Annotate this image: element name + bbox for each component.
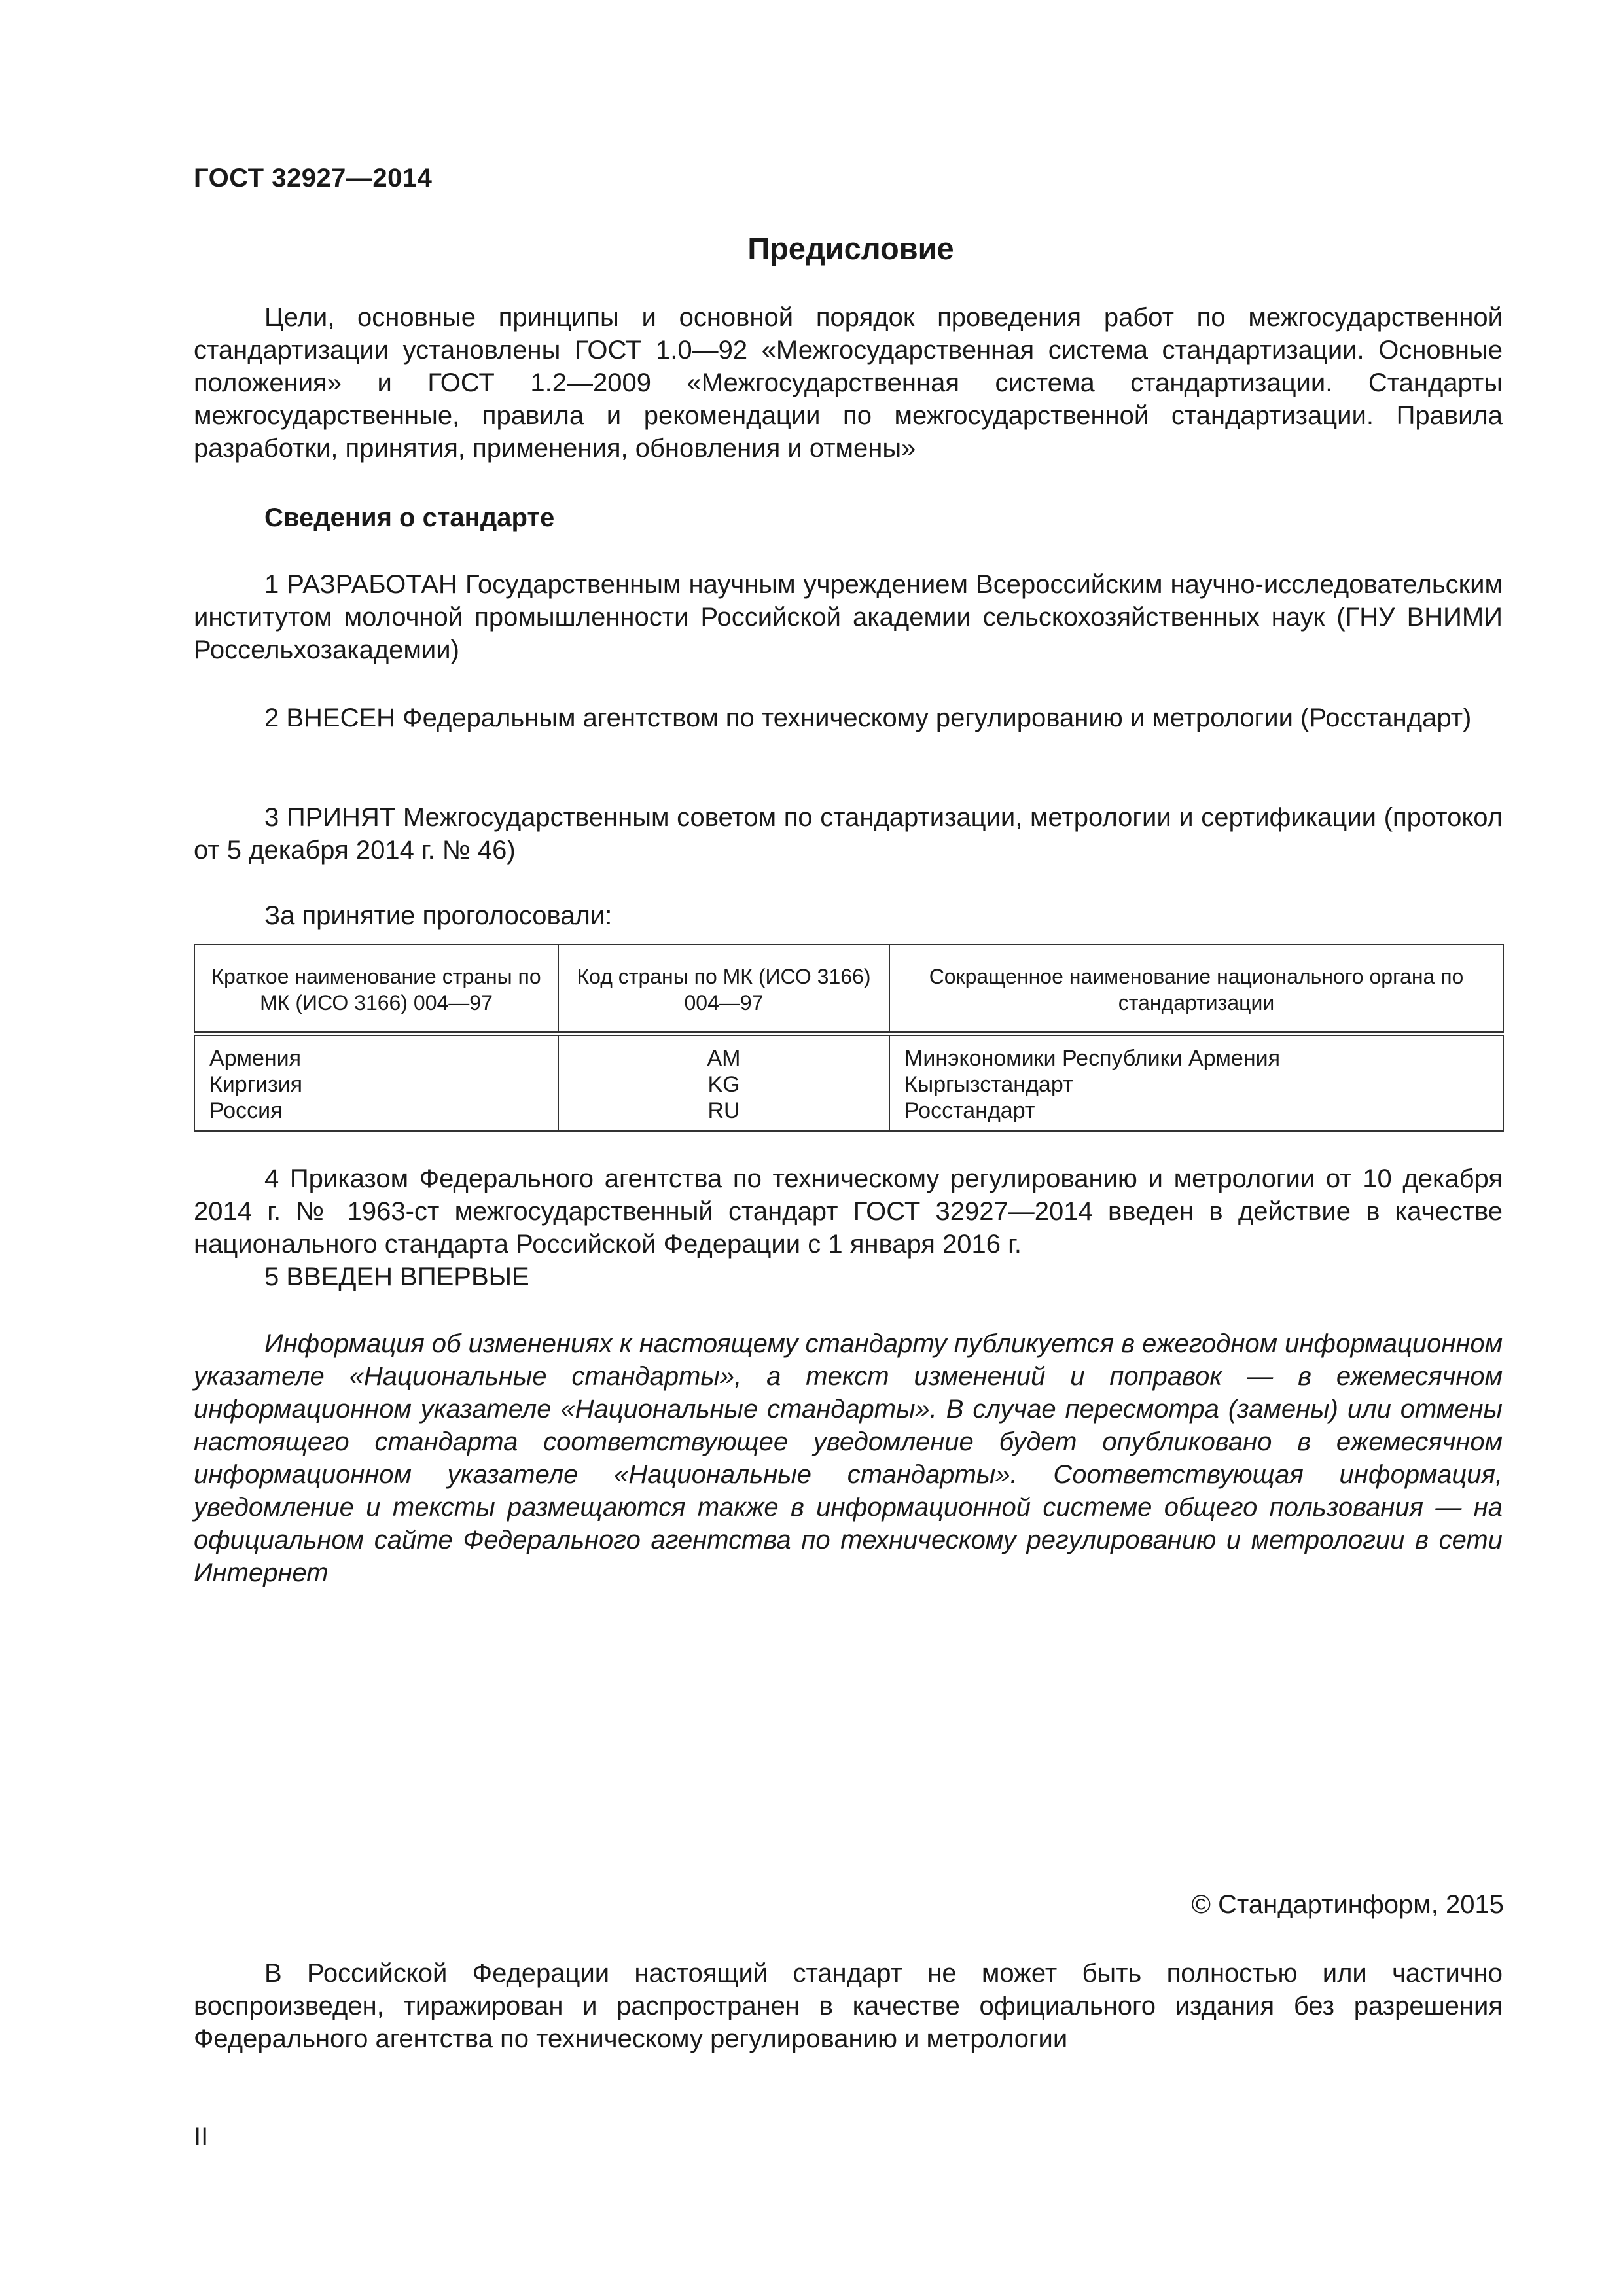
national-body: Росстандарт — [889, 1098, 1503, 1131]
page-number: II — [194, 2123, 209, 2151]
document-code: ГОСТ 32927—2014 — [194, 164, 433, 192]
country-code: AM — [558, 1034, 889, 1072]
votes-label: За принятие проголосовали: — [264, 901, 613, 930]
table-row — [194, 1071, 1503, 1098]
country-code: KG — [558, 1071, 889, 1098]
national-body: Минэкономики Республики Армения — [889, 1034, 1503, 1072]
item-adopted: 3 ПРИНЯТ Межгосударственным советом по стандартизации, метрологии и сертификации (протокол от 5 декабря 2014 г. № 46) — [194, 803, 1503, 865]
column-header-body: Сокращенное наименование национального органа по стандартизации — [889, 944, 1503, 1034]
country-name: Киргизия — [194, 1071, 558, 1098]
legal-notice: В Российской Федерации настоящий стандарт не может быть полностью или частично воспроизведен, тиражирован и распространен в качестве официального издания без разрешения Федерального агентства по техническому регулированию и метрологии — [194, 1959, 1503, 2053]
country-code: RU — [558, 1098, 889, 1131]
country-name: Армения — [194, 1034, 558, 1072]
table-header-row — [194, 944, 1503, 1034]
table-row — [194, 1098, 1503, 1131]
page-title: Предисловие — [747, 231, 954, 266]
national-body: Кыргызстандарт — [889, 1071, 1503, 1098]
table-row — [194, 1034, 1503, 1072]
country-name: Россия — [194, 1098, 558, 1131]
copyright-notice: © Стандартинформ, 2015 — [1191, 1890, 1504, 1919]
item-submitted: 2 ВНЕСЕН Федеральным агентством по техническому регулированию и метрологии (Росстандарт) — [264, 704, 1472, 732]
column-header-country: Краткое наименование страны по МК (ИСО 3166) 004—97 — [194, 944, 558, 1034]
voting-countries-table — [194, 944, 1504, 1132]
column-header-code: Код страны по МК (ИСО 3166) 004—97 — [558, 944, 889, 1034]
item-first-introduced: 5 ВВЕДЕН ВПЕРВЫЕ — [264, 1263, 529, 1291]
change-notice: Информация об изменениях к настоящему стандарту публикуется в ежегодном информационном указателе «Национальные стандарты», а текст изменений и поправок — в ежемесячном информационном указателе «Национальные стандарты». В случае пересмотра (замены) или отмены настоящего стандарта соответствующее уведомление будет опубликовано в ежемесячном информационном указателе «Национальные стандарты». Соответствующая информация, уведомление и тексты размещаются также в информационной системе общего пользования — на официальном сайте Федерального агентства по техническому регулированию и метрологии в сети Интернет — [194, 1329, 1503, 1587]
intro-paragraph: Цели, основные принципы и основной порядок проведения работ по межгосударственной стандартизации установлены ГОСТ 1.0—92 «Межгосударственная система стандартизации. Основные положения» и ГОСТ 1.2—2009 «Межгосударственная система стандартизации. Стандарты межгосударственные, правила и рекомендации по межгосударственной стандартизации. Правила разработки, принятия, применения, обновления и отмены» — [194, 303, 1503, 463]
item-developed: 1 РАЗРАБОТАН Государственным научным учреждением Всероссийским научно-исследовательским институтом молочной промышленности Российской академии сельскохозяйственных наук (ГНУ ВНИМИ Россельхозакадемии) — [194, 570, 1503, 664]
item-enacted: 4 Приказом Федерального агентства по техническому регулированию и метрологии от 10 декабря 2014 г. № 1963-ст межгосударственный стандарт ГОСТ 32927—2014 введен в действие в качестве национального стандарта Российской Федерации с 1 января 2016 г. — [194, 1164, 1503, 1259]
standard-info-heading: Сведения о стандарте — [264, 503, 555, 532]
